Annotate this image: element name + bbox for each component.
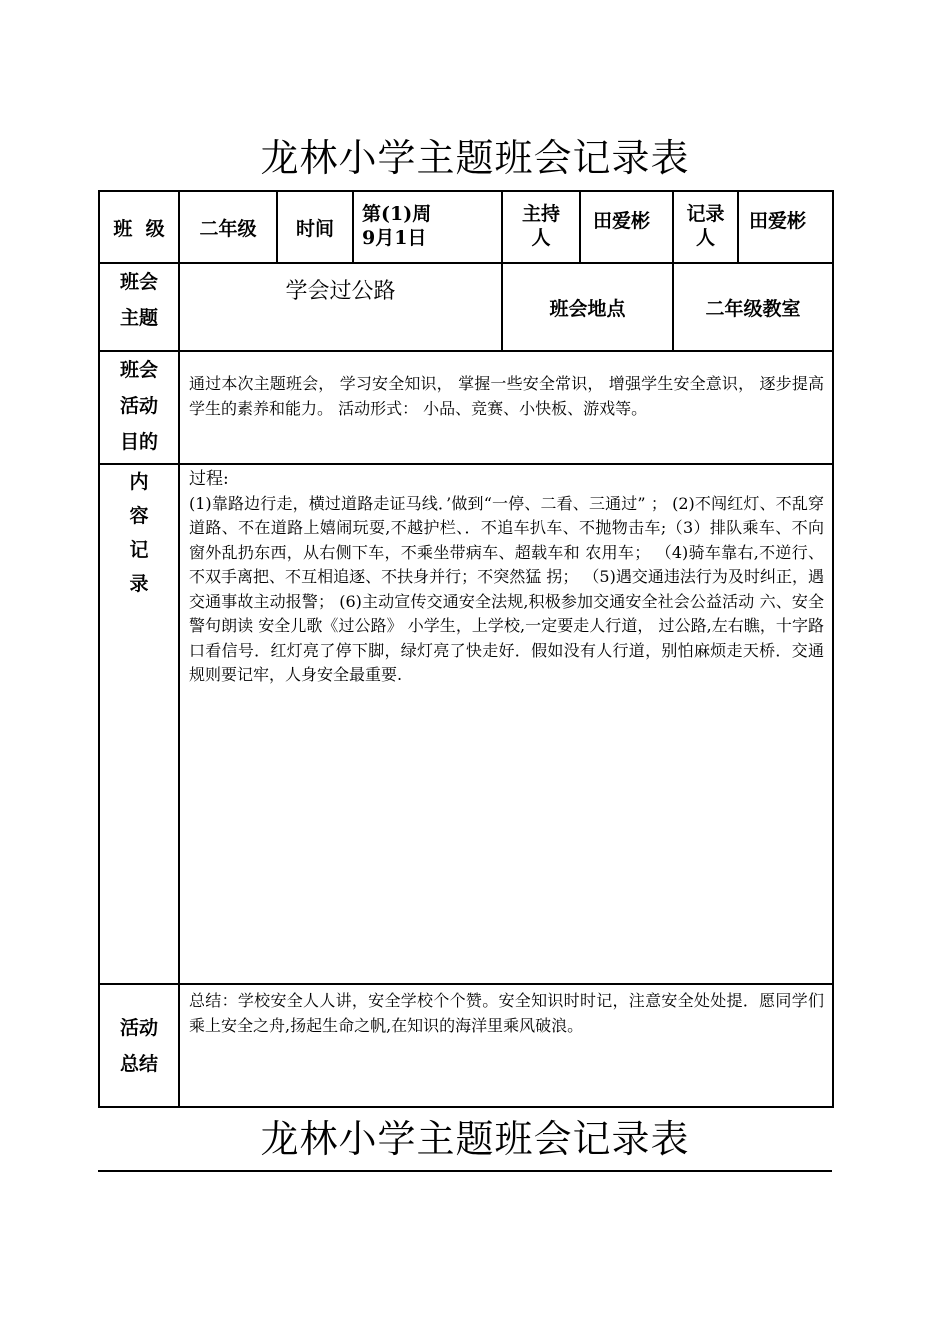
summary-label-cell [99, 984, 179, 1107]
theme-label: 班会主题 [119, 271, 158, 329]
place-label: 班会地点 [549, 297, 626, 320]
time-value-cell [353, 191, 502, 263]
time-week: 第(1)周 [362, 203, 432, 225]
time-date: 9月1日 [362, 227, 427, 249]
divider-line [98, 1170, 832, 1172]
place-value-cell [673, 263, 833, 351]
theme-value: 学会过公路 [285, 279, 396, 304]
summary-text-cell [179, 984, 833, 1107]
content-label-cell [99, 464, 179, 984]
content-text-cell [179, 464, 833, 984]
purpose-label-cell [99, 351, 179, 464]
recorder-label: 记录人 [686, 203, 725, 249]
theme-label-cell [99, 263, 179, 351]
recorder-value: 田爱彬 [749, 210, 807, 232]
recorder-value-cell [738, 191, 833, 263]
recorder-label-cell [673, 191, 738, 263]
place-value: 二年级教室 [705, 297, 801, 320]
content-label: 内容记录 [129, 471, 149, 595]
host-label-cell [502, 191, 580, 263]
theme-value-cell [179, 263, 502, 351]
content-text: (1)靠路边行走，横过道路走证马线．’做到“一停、二看、三通过” ； (2)不闯红灯、不乱穿道路、不在道路上嬉闹玩耍,不越护栏、．不追车扒车、不抛物击车;（3）排队乘车、不向窗外乱扔东西，从右侧下车，不乘坐带病车、超载车和 农用车； （4)骑车靠右,不逆行、不双手离把、不互相追逐、不扶身并行；不突然猛 拐； （5)遇交通违法行为及时纠正，遇交通事故主动报警； (6)主动宣传交通安全法规,积极参加交通安全社会公益活动 六、安全警句朗读 安全儿歌《过公路》 小学生，上学校,一定要走人行道， 过公路,左右瞧，十字路口看信号．红灯亮了停下脚，绿灯亮了快走好．假如没有人行道，别怕麻烦走天桥．交通规则要记牢，人身安全最重要. [189, 493, 824, 684]
place-label-cell [502, 263, 673, 351]
time-label-cell [277, 191, 353, 263]
class-label: 班 级 [113, 217, 165, 240]
record-table [98, 190, 834, 1108]
summary-row [99, 984, 833, 1107]
purpose-text: 通过本次主题班会， 学习安全知识， 掌握一些安全常识， 增强学生安全意识， 逐步提高学生的素养和能力。 活动形式： 小品、竞赛、小快板、游戏等。 [189, 374, 824, 418]
purpose-text-cell [179, 351, 833, 464]
header-row [99, 191, 833, 263]
summary-text: 总结：学校安全人人讲，安全学校个个赞。安全知识时时记，注意安全处处提．愿同学们乘上安全之舟,扬起生命之帆,在知识的海洋里乘风破浪。 [189, 991, 824, 1035]
purpose-label: 班会活动目的 [119, 359, 158, 453]
theme-row [99, 263, 833, 351]
class-value: 二年级 [199, 217, 257, 240]
host-value-cell [580, 191, 673, 263]
summary-label: 活动总结 [119, 1016, 158, 1075]
class-value-cell [179, 191, 277, 263]
host-value: 田爱彬 [593, 210, 651, 232]
page-title: 龙林小学主题班会记录表 [260, 136, 690, 180]
purpose-row [99, 351, 833, 464]
host-label: 主持人 [521, 203, 560, 249]
content-heading: 过程: [189, 469, 229, 489]
time-label: 时间 [295, 217, 334, 240]
content-row [99, 464, 833, 984]
class-label-cell [99, 191, 179, 263]
page-title-repeat: 龙林小学主题班会记录表 [260, 1117, 690, 1161]
